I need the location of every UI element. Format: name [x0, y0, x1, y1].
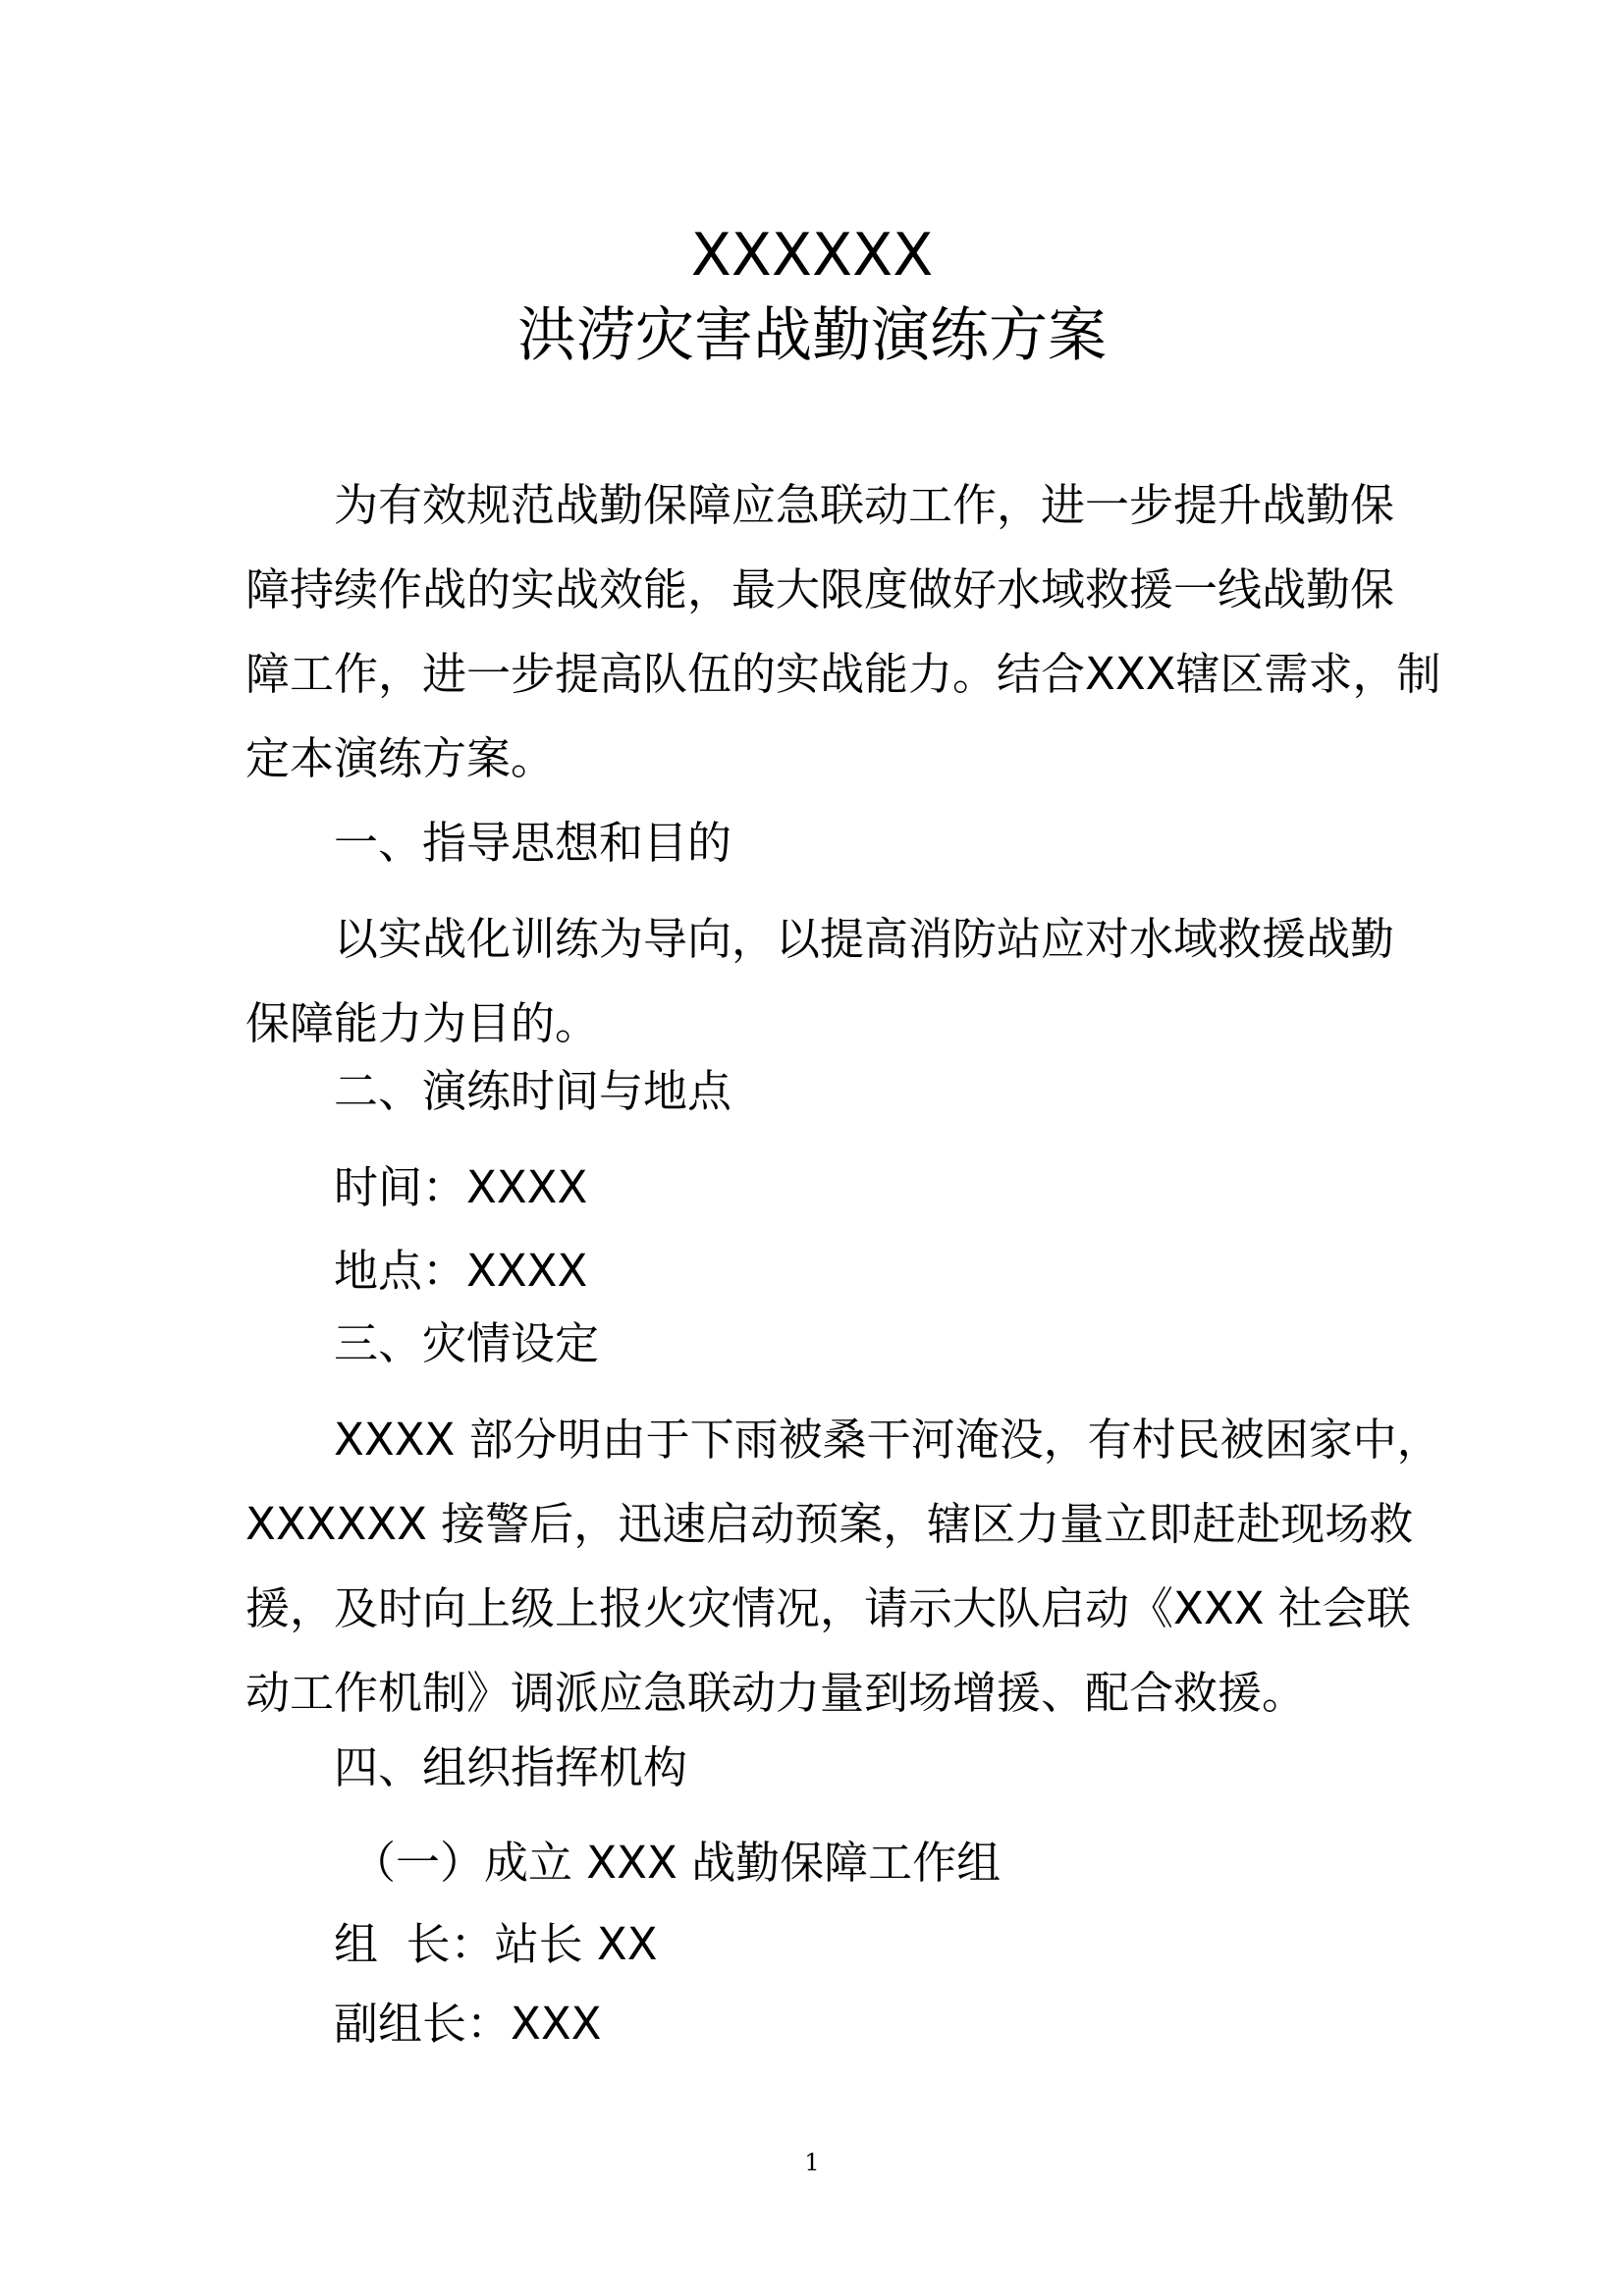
section-4-leader: 组 长：站长 XX	[334, 1918, 658, 1970]
section-1-body-line-2: 保障能力为目的。	[245, 997, 600, 1049]
section-2-time: 时间：XXXX	[334, 1161, 588, 1213]
section-3-body-line-3: 援，及时向上级上报火灾情况，请示大队启动《XXX 社会联	[245, 1582, 1411, 1634]
section-1-heading: 一、指导思想和目的	[334, 817, 732, 869]
intro-line-1: 为有效规范战勤保障应急联动工作，进一步提升战勤保	[334, 479, 1395, 531]
document-title-line-1: XXXXXX	[690, 221, 934, 290]
intro-line-3: 障工作，进一步提高队伍的实战能力。结合XXX辖区需求，制	[245, 648, 1441, 700]
section-3-heading: 三、灾情设定	[334, 1317, 600, 1369]
section-2-heading: 二、演练时间与地点	[334, 1065, 732, 1117]
intro-line-2: 障持续作战的实战效能，最大限度做好水域救援一线战勤保	[245, 563, 1395, 615]
section-4-subheading: （一）成立 XXX 战勤保障工作组	[352, 1837, 1001, 1889]
section-3-body-line-2: XXXXXX 接警后，迅速启动预案，辖区力量立即赶赴现场救	[245, 1498, 1414, 1550]
section-2-place: 地点：XXXX	[334, 1245, 588, 1297]
section-1-body-line-1: 以实战化训练为导向，以提高消防站应对水域救援战勤	[334, 913, 1395, 965]
section-3-body-line-1: XXXX 部分明由于下雨被桑干河淹没，有村民被困家中，	[334, 1414, 1441, 1466]
document-title-line-2: 洪涝灾害战勤演练方案	[517, 301, 1107, 370]
page-number: 1	[804, 2149, 820, 2176]
section-4-heading: 四、组织指挥机构	[334, 1741, 688, 1793]
section-3-body-line-4: 动工作机制》调派应急联动力量到场增援、配合救援。	[245, 1667, 1307, 1719]
intro-line-4: 定本演练方案。	[245, 732, 556, 784]
section-4-deputy: 副组长：XXX	[334, 1998, 602, 2050]
